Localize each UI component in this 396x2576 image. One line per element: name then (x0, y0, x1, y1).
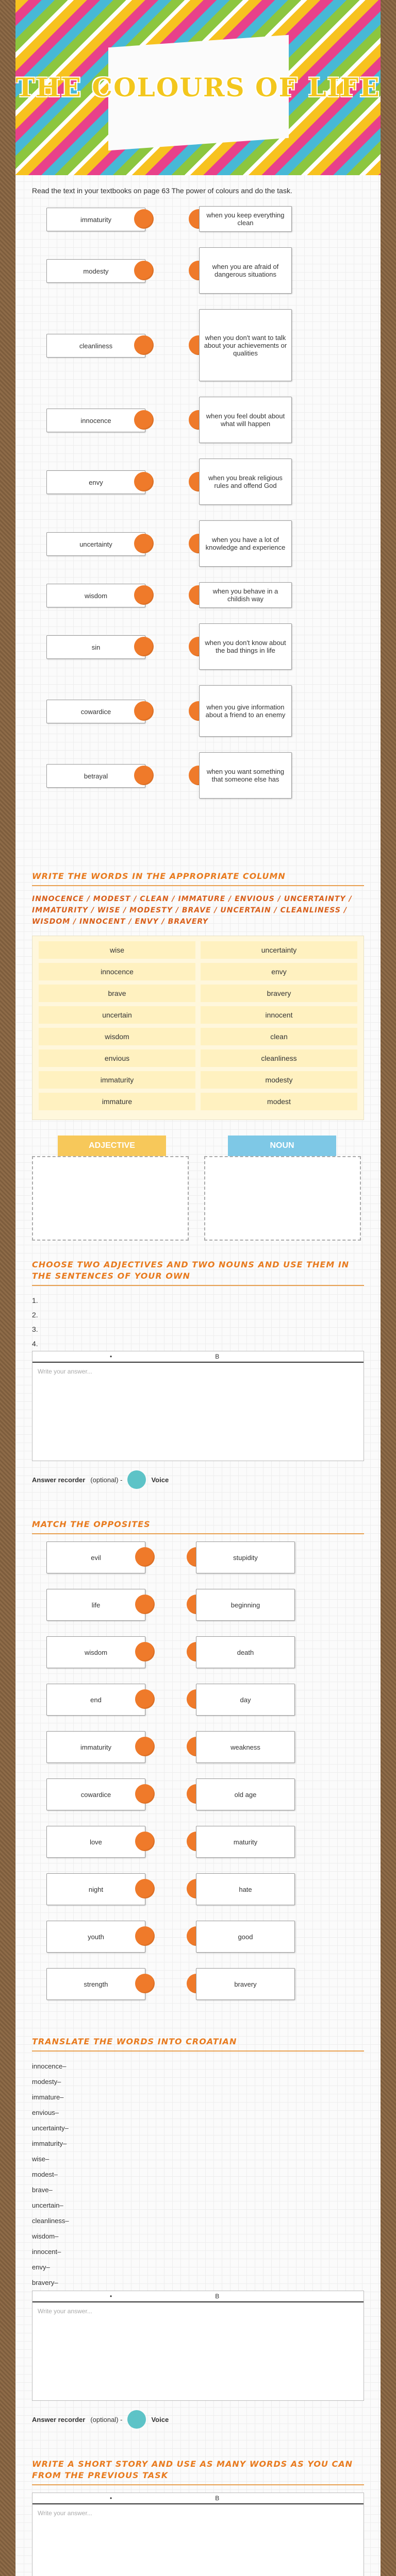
match-left-item[interactable]: cowardice (46, 700, 145, 723)
match-left-item[interactable]: envy (46, 470, 145, 494)
header-banner (15, 0, 381, 175)
page-title: THE COLOURS OF LIFE (15, 72, 381, 103)
opposite-left-item[interactable]: cowardice (46, 1778, 145, 1810)
connector-dot[interactable] (135, 1784, 155, 1804)
sentence-line: 2. (32, 1311, 38, 1319)
translate-item[interactable]: uncertain– (32, 2201, 63, 2209)
match-right-item[interactable]: when you behave in a childish way (199, 582, 292, 608)
match-right-item[interactable]: when you don't know about the bad things in life (199, 623, 292, 670)
connector-dot[interactable] (134, 335, 154, 355)
connector-dot[interactable] (135, 1974, 155, 1993)
opposite-left-item[interactable]: strength (46, 1968, 145, 2000)
opposite-left-item[interactable]: night (46, 1873, 145, 1905)
word-chip[interactable]: envy (201, 963, 357, 980)
match-left-item[interactable]: immaturity (46, 208, 145, 231)
translate-item[interactable]: modest– (32, 2171, 58, 2178)
opposite-left-item[interactable]: love (46, 1826, 145, 1858)
word-chip[interactable]: wise (39, 941, 195, 959)
connector-dot[interactable] (134, 637, 154, 656)
translate-item[interactable]: envy– (32, 2263, 50, 2271)
noun-label: NOUN (228, 1136, 336, 1156)
connector-dot[interactable] (135, 1879, 155, 1899)
match-left-item[interactable]: sin (46, 635, 145, 659)
divider (32, 1533, 364, 1534)
match-left-item[interactable]: betrayal (46, 764, 145, 788)
match-opposites-exercise (15, 1541, 381, 2036)
divider (32, 2050, 364, 2052)
connector-dot[interactable] (134, 534, 154, 553)
opposite-right-item[interactable]: maturity (196, 1826, 295, 1858)
match-left-item[interactable]: wisdom (46, 584, 145, 607)
match-left-item[interactable]: innocence (46, 409, 145, 432)
translate-list (15, 2059, 381, 2291)
connector-dot[interactable] (134, 766, 154, 785)
opposite-left-item[interactable]: evil (46, 1541, 145, 1573)
opposite-right-item[interactable]: death (196, 1636, 295, 1668)
bullet-button[interactable]: • (110, 2293, 112, 2300)
opposite-right-item[interactable]: old age (196, 1778, 295, 1810)
answer-input[interactable]: Write your answer... (38, 1368, 92, 1375)
word-chip[interactable]: modesty (201, 1071, 357, 1089)
answer-editor[interactable] (32, 2493, 364, 2576)
recorder-label: Answer recorder (32, 2415, 86, 2424)
opposite-right-item[interactable]: bravery (196, 1968, 295, 2000)
connector-dot[interactable] (135, 1926, 155, 1946)
adjective-label: ADJECTIVE (58, 1136, 166, 1156)
connector-dot[interactable] (135, 1832, 155, 1851)
opposite-right-item[interactable]: weakness (196, 1731, 295, 1763)
match-right-item[interactable]: when you give information about a friend to an enemy (199, 685, 292, 737)
connector-dot[interactable] (135, 1595, 155, 1614)
opposite-left-item[interactable]: wisdom (46, 1636, 145, 1668)
match-right-item[interactable]: when you are afraid of dangerous situations (199, 247, 292, 294)
editor-toolbar (32, 1351, 364, 1363)
record-button[interactable] (127, 1470, 146, 1489)
match-left-item[interactable]: cleanliness (46, 334, 145, 358)
editor-toolbar (32, 2493, 364, 2504)
word-bank: INNOCENCE / MODEST / CLEAN / IMMATURE / ENVIOUS / UNCERTAINTY / IMMATURITY / WISE / MODESTY / BRAVE / UNCERTAIN / CLEANLINESS / WISDOM / INNOCENT / ENVY / BRAVERY (32, 895, 352, 926)
bold-button[interactable]: B (215, 1353, 220, 1360)
sentence-line: 4. (32, 1340, 38, 1348)
bullet-button[interactable]: • (110, 2495, 112, 2502)
translate-item[interactable]: wisdom– (32, 2232, 59, 2240)
word-chip[interactable]: bravery (201, 985, 357, 1002)
divider (32, 1285, 364, 1286)
translate-item[interactable]: innocence– (32, 2062, 67, 2070)
match-definitions-exercise (15, 206, 381, 871)
sentence-list (15, 1293, 381, 1351)
connector-dot[interactable] (135, 1737, 155, 1756)
word-table (32, 936, 364, 1120)
word-chip[interactable]: cleanliness (201, 1049, 357, 1067)
word-chip[interactable]: immature (39, 1093, 195, 1110)
word-chip[interactable]: brave (39, 985, 195, 1002)
translate-item[interactable]: uncertainty– (32, 2124, 69, 2132)
connector-dot[interactable] (134, 585, 154, 605)
connector-dot[interactable] (134, 701, 154, 721)
instruction-text: Read the text in your textbooks on page 63 The power of colours and do the task. (32, 187, 292, 195)
word-row (39, 941, 357, 959)
opposite-left-item[interactable]: youth (46, 1921, 145, 1953)
word-chip[interactable]: clean (201, 1028, 357, 1045)
word-chip[interactable]: uncertainty (201, 941, 357, 959)
bold-button[interactable]: B (215, 2293, 220, 2300)
translate-item[interactable]: envious– (32, 2109, 59, 2116)
translate-item[interactable]: immaturity– (32, 2140, 67, 2147)
bold-button[interactable]: B (215, 2495, 220, 2502)
opposite-right-item[interactable]: good (196, 1921, 295, 1953)
word-chip[interactable]: uncertain (39, 1006, 195, 1024)
word-chip[interactable]: modest (201, 1093, 357, 1110)
opposite-right-item[interactable]: beginning (196, 1589, 295, 1621)
word-chip[interactable]: envious (39, 1049, 195, 1067)
opposite-left-item[interactable]: immaturity (46, 1731, 145, 1763)
editor-toolbar (32, 2291, 364, 2302)
connector-dot[interactable] (135, 1547, 155, 1567)
answer-recorder (15, 2401, 381, 2438)
section-title-story: WRITE A SHORT STORY AND USE AS MANY WORDS AS YOU CAN FROM THE PREVIOUS TASK (32, 2459, 353, 2480)
opposite-right-item[interactable]: stupidity (196, 1541, 295, 1573)
answer-input[interactable]: Write your answer... (38, 2510, 92, 2517)
word-chip[interactable]: wisdom (39, 1028, 195, 1045)
connector-dot[interactable] (135, 1642, 155, 1662)
worksheet-page (15, 0, 381, 2576)
recorder-voice: Voice (151, 2415, 169, 2424)
translate-item[interactable]: cleanliness– (32, 2217, 69, 2225)
word-row (39, 1093, 357, 1110)
noun-drop-box[interactable] (204, 1156, 361, 1241)
match-right-item[interactable]: when you feel doubt about what will happen (199, 397, 292, 443)
connector-dot[interactable] (134, 472, 154, 492)
word-chip[interactable]: innocence (39, 963, 195, 980)
answer-editor[interactable] (32, 1351, 364, 1461)
word-row (39, 985, 357, 1002)
section-title-columns: WRITE THE WORDS IN THE APPROPRIATE COLUMN (32, 871, 286, 881)
answer-editor[interactable] (32, 2291, 364, 2401)
connector-dot[interactable] (135, 1689, 155, 1709)
match-right-item[interactable]: when you don't want to talk about your achievements or qualities (199, 309, 292, 381)
recorder-optional: (optional) - (90, 1476, 123, 1484)
match-right-item[interactable]: when you keep everything clean (199, 206, 292, 232)
translate-item[interactable]: innocent– (32, 2248, 61, 2256)
word-row (39, 1049, 357, 1067)
word-row (39, 1006, 357, 1024)
section-title-opposites: MATCH THE OPPOSITES (32, 1519, 151, 1529)
opposite-right-item[interactable]: day (196, 1684, 295, 1716)
divider (32, 885, 364, 886)
adjective-drop-box[interactable] (32, 1156, 189, 1241)
answer-recorder (15, 1461, 381, 1498)
record-button[interactable] (127, 2410, 146, 2429)
recorder-voice: Voice (151, 1476, 169, 1484)
sentence-line: 3. (32, 1325, 38, 1333)
columns-drop-area (32, 1130, 364, 1233)
connector-dot[interactable] (134, 261, 154, 280)
match-left-item[interactable]: modesty (46, 259, 145, 283)
match-right-item[interactable]: when you have a lot of knowledge and experience (199, 520, 292, 567)
section-title-sentences: CHOOSE TWO ADJECTIVES AND TWO NOUNS AND USE THEM IN THE SENTENCES OF YOUR OWN (32, 1260, 350, 1281)
connector-dot[interactable] (134, 209, 154, 229)
translate-item[interactable]: modesty– (32, 2078, 61, 2086)
divider (32, 2484, 364, 2485)
opposite-left-item[interactable]: end (46, 1684, 145, 1716)
sentence-line: 1. (32, 1296, 38, 1304)
opposite-left-item[interactable]: life (46, 1589, 145, 1621)
translate-item[interactable]: bravery– (32, 2279, 58, 2286)
word-chip[interactable]: innocent (201, 1006, 357, 1024)
word-chip[interactable]: immaturity (39, 1071, 195, 1089)
opposite-right-item[interactable]: hate (196, 1873, 295, 1905)
match-right-item[interactable]: when you break religious rules and offend God (199, 459, 292, 505)
answer-input[interactable]: Write your answer... (38, 2308, 92, 2315)
word-row (39, 1028, 357, 1045)
word-row (39, 963, 357, 980)
recorder-optional: (optional) - (90, 2415, 123, 2424)
word-row (39, 1071, 357, 1089)
translate-item[interactable]: brave– (32, 2186, 53, 2194)
translate-item[interactable]: immature– (32, 2093, 64, 2101)
match-left-item[interactable]: uncertainty (46, 532, 145, 556)
connector-dot[interactable] (134, 410, 154, 430)
bullet-button[interactable]: • (110, 1353, 112, 1360)
section-title-translate: TRANSLATE THE WORDS INTO CROATIAN (32, 2037, 237, 2046)
recorder-label: Answer recorder (32, 1476, 86, 1484)
match-right-item[interactable]: when you want something that someone else has (199, 752, 292, 799)
translate-item[interactable]: wise– (32, 2155, 50, 2163)
